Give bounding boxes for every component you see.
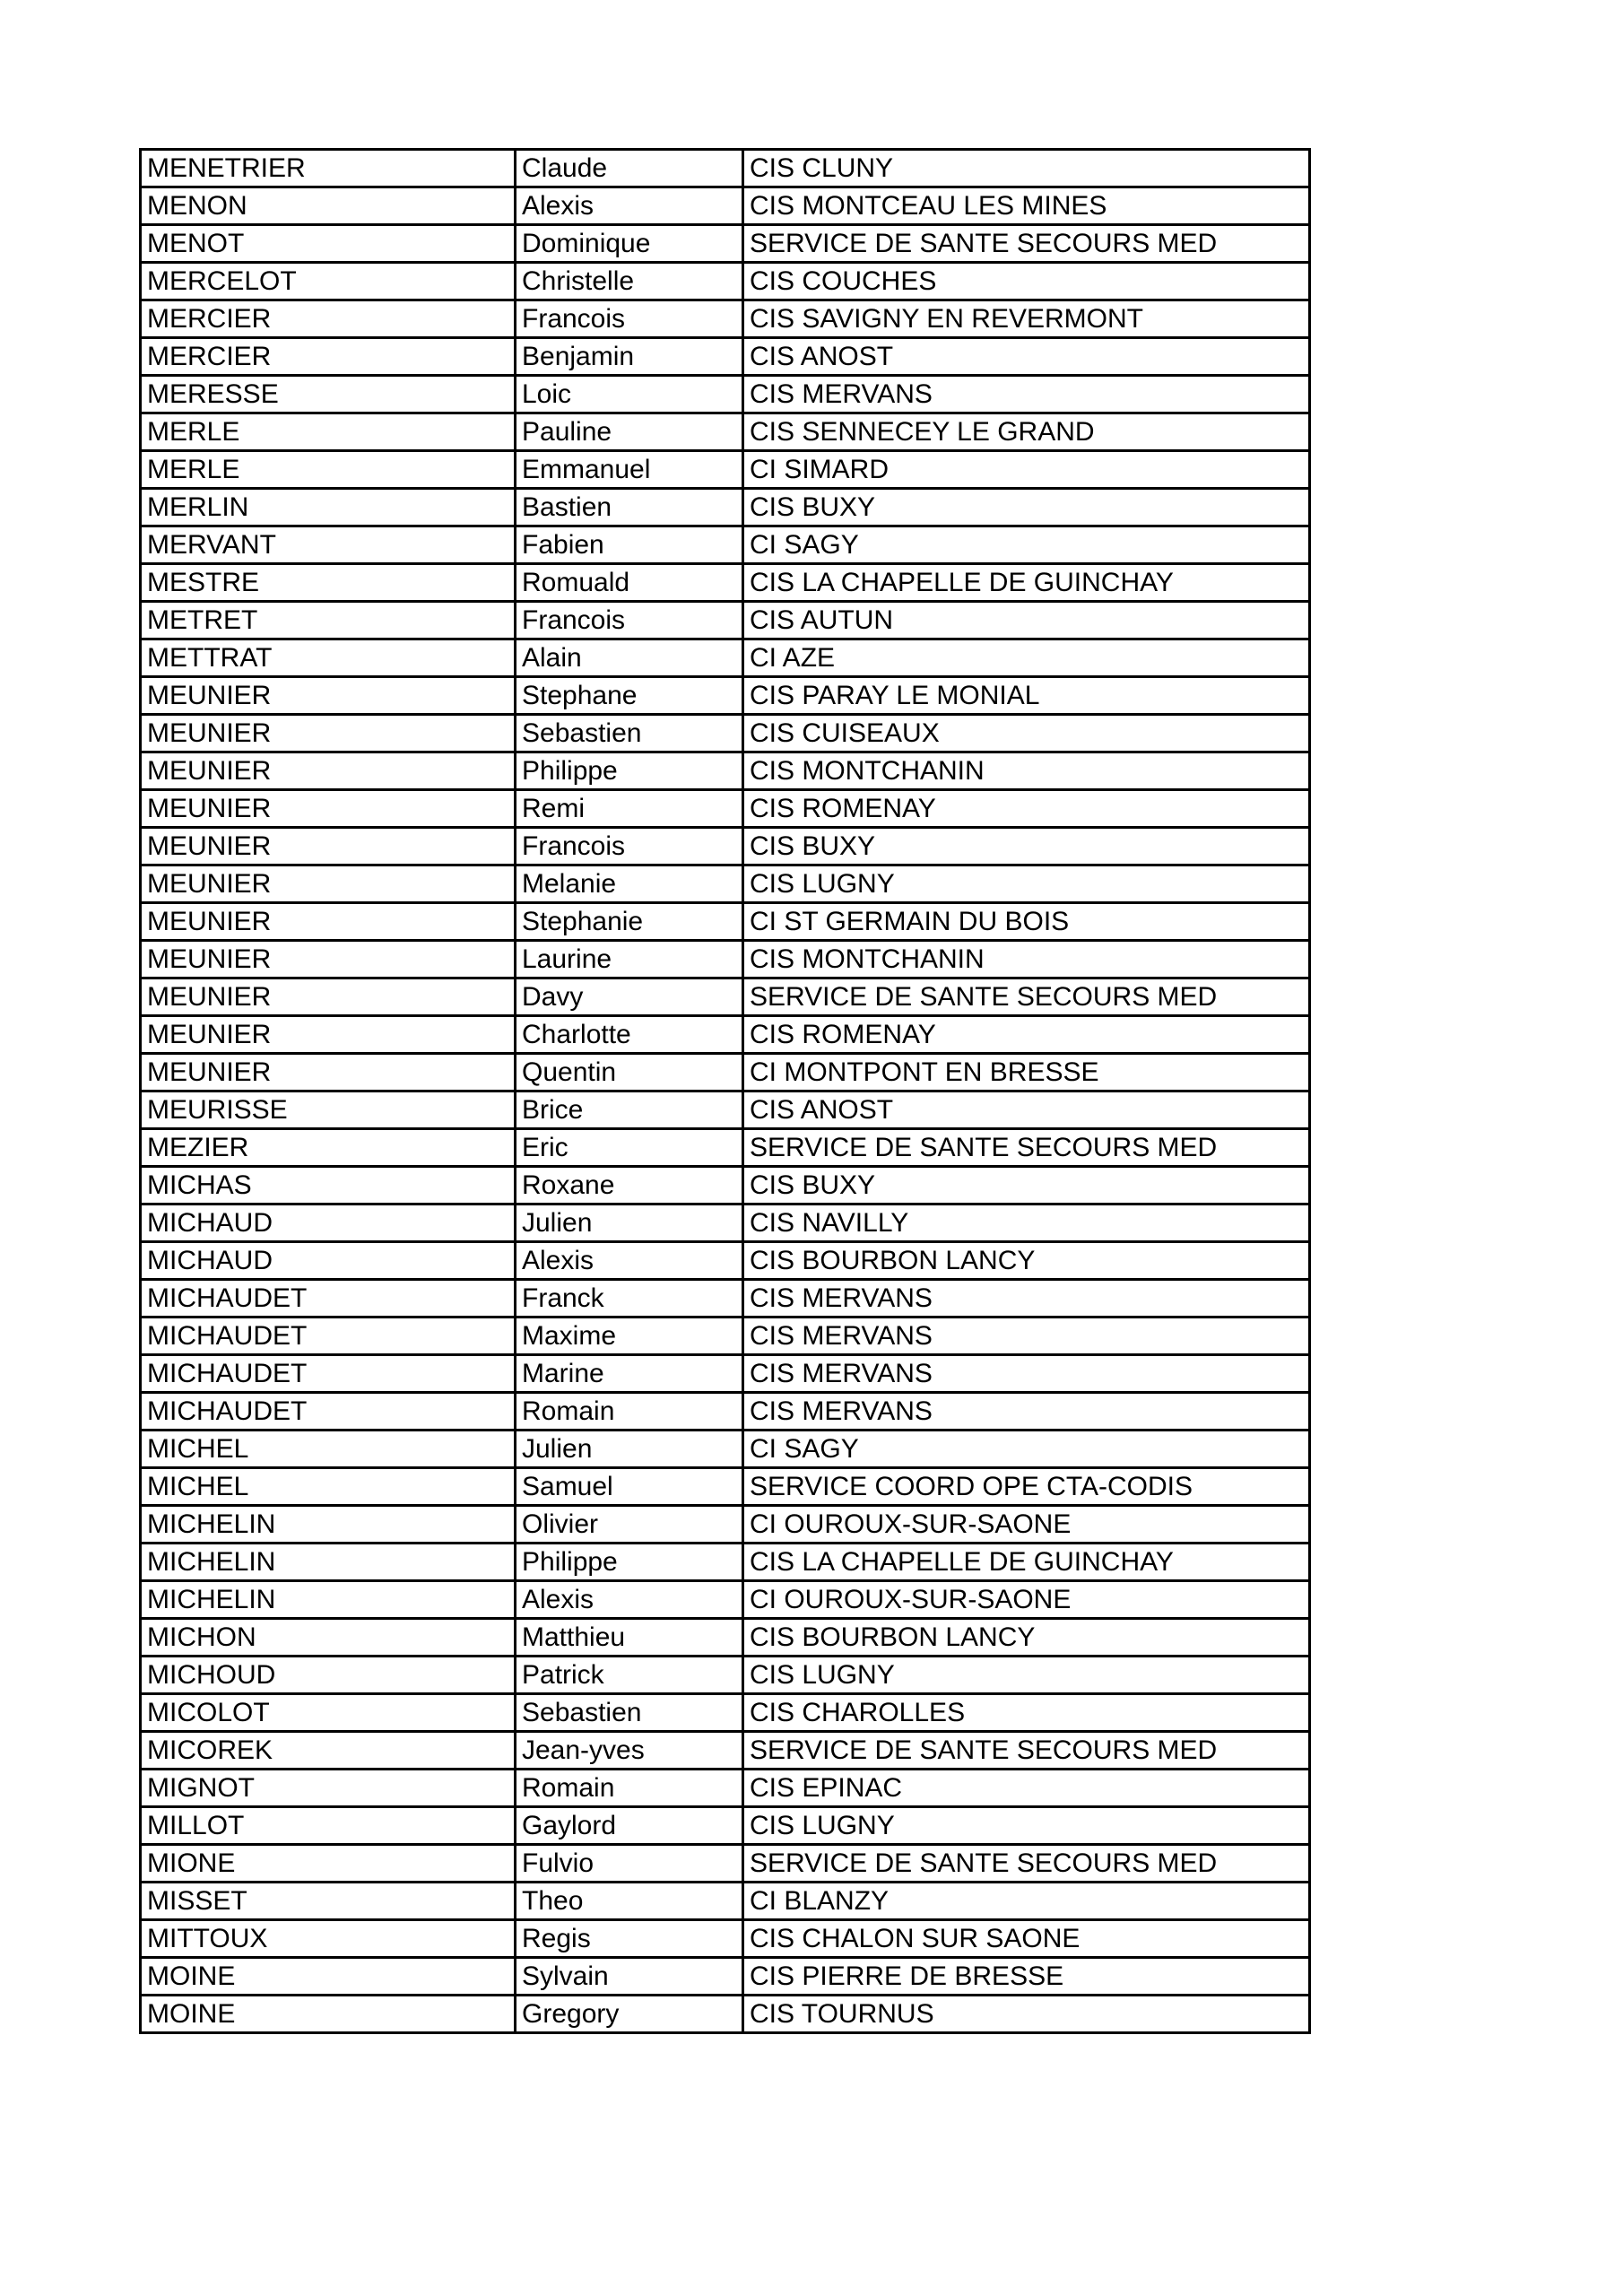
first-name-cell: Pauline [516, 413, 743, 451]
first-name-cell: Claude [516, 150, 743, 187]
first-name-cell: Patrick [516, 1657, 743, 1694]
table-row [141, 941, 1310, 978]
personnel-table [139, 148, 1311, 2034]
unit-cell: CIS MERVANS [743, 1318, 1310, 1355]
table-row [141, 526, 1310, 564]
table-row [141, 639, 1310, 677]
last-name-cell: MIONE [141, 1845, 516, 1883]
table-row [141, 1506, 1310, 1544]
table-row [141, 150, 1310, 187]
unit-cell: CIS CUISEAUX [743, 715, 1310, 752]
table-row [141, 752, 1310, 790]
table-row [141, 790, 1310, 828]
table-row [141, 413, 1310, 451]
first-name-cell: Alexis [516, 1581, 743, 1619]
last-name-cell: MERESSE [141, 376, 516, 413]
last-name-cell: MICHAUD [141, 1242, 516, 1280]
last-name-cell: MERLIN [141, 489, 516, 526]
unit-cell: CIS AUTUN [743, 602, 1310, 639]
unit-cell: CIS BOURBON LANCY [743, 1619, 1310, 1657]
first-name-cell: Gaylord [516, 1807, 743, 1845]
table-row [141, 263, 1310, 300]
unit-cell: CIS COUCHES [743, 263, 1310, 300]
last-name-cell: MOINE [141, 1996, 516, 2033]
unit-cell: CIS BUXY [743, 1167, 1310, 1205]
unit-cell: CIS CHALON SUR SAONE [743, 1920, 1310, 1958]
last-name-cell: MICHELIN [141, 1581, 516, 1619]
first-name-cell: Gregory [516, 1996, 743, 2033]
last-name-cell: MIGNOT [141, 1770, 516, 1807]
last-name-cell: MENON [141, 187, 516, 225]
table-row [141, 1996, 1310, 2033]
first-name-cell: Sylvain [516, 1958, 743, 1996]
unit-cell: CI SAGY [743, 526, 1310, 564]
table-row [141, 1807, 1310, 1845]
first-name-cell: Alexis [516, 1242, 743, 1280]
table-row [141, 1694, 1310, 1732]
unit-cell: CIS MERVANS [743, 1280, 1310, 1318]
table-row [141, 1205, 1310, 1242]
table-row [141, 1280, 1310, 1318]
first-name-cell: Philippe [516, 752, 743, 790]
last-name-cell: MEUNIER [141, 677, 516, 715]
first-name-cell: Christelle [516, 263, 743, 300]
table-row [141, 1958, 1310, 1996]
table-row [141, 1770, 1310, 1807]
last-name-cell: MILLOT [141, 1807, 516, 1845]
unit-cell: CIS MONTCHANIN [743, 752, 1310, 790]
unit-cell: CIS LUGNY [743, 865, 1310, 903]
last-name-cell: MERVANT [141, 526, 516, 564]
last-name-cell: MICOLOT [141, 1694, 516, 1732]
unit-cell: CIS LUGNY [743, 1657, 1310, 1694]
table-row [141, 1242, 1310, 1280]
last-name-cell: MEUNIER [141, 790, 516, 828]
last-name-cell: MICHEL [141, 1431, 516, 1468]
first-name-cell: Alain [516, 639, 743, 677]
unit-cell: CIS MERVANS [743, 376, 1310, 413]
last-name-cell: MEUNIER [141, 941, 516, 978]
table-row [141, 1619, 1310, 1657]
unit-cell: CIS CHAROLLES [743, 1694, 1310, 1732]
unit-cell: CIS ANOST [743, 1091, 1310, 1129]
unit-cell: CIS SENNECEY LE GRAND [743, 413, 1310, 451]
last-name-cell: MEURISSE [141, 1091, 516, 1129]
unit-cell: CIS EPINAC [743, 1770, 1310, 1807]
last-name-cell: MICHOUD [141, 1657, 516, 1694]
table-row [141, 1016, 1310, 1054]
unit-cell: CIS MONTCHANIN [743, 941, 1310, 978]
table-row [141, 338, 1310, 376]
table-row [141, 451, 1310, 489]
first-name-cell: Julien [516, 1205, 743, 1242]
unit-cell: CI MONTPONT EN BRESSE [743, 1054, 1310, 1091]
table-row [141, 602, 1310, 639]
last-name-cell: MEUNIER [141, 752, 516, 790]
last-name-cell: MERCIER [141, 338, 516, 376]
unit-cell: CI SIMARD [743, 451, 1310, 489]
last-name-cell: MERCELOT [141, 263, 516, 300]
unit-cell: CIS LA CHAPELLE DE GUINCHAY [743, 564, 1310, 602]
last-name-cell: MICHELIN [141, 1544, 516, 1581]
unit-cell: SERVICE DE SANTE SECOURS MED [743, 1845, 1310, 1883]
last-name-cell: MICHAUD [141, 1205, 516, 1242]
table-row [141, 1091, 1310, 1129]
table-row [141, 1393, 1310, 1431]
table-row [141, 1657, 1310, 1694]
last-name-cell: MICHAUDET [141, 1318, 516, 1355]
table-row [141, 1581, 1310, 1619]
unit-cell: SERVICE DE SANTE SECOURS MED [743, 1129, 1310, 1167]
last-name-cell: METRET [141, 602, 516, 639]
first-name-cell: Francois [516, 300, 743, 338]
first-name-cell: Fabien [516, 526, 743, 564]
table-row [141, 187, 1310, 225]
unit-cell: CIS MERVANS [743, 1355, 1310, 1393]
table-row [141, 903, 1310, 941]
unit-cell: CIS MONTCEAU LES MINES [743, 187, 1310, 225]
first-name-cell: Sebastien [516, 1694, 743, 1732]
unit-cell: SERVICE DE SANTE SECOURS MED [743, 225, 1310, 263]
table-row [141, 1732, 1310, 1770]
last-name-cell: MEUNIER [141, 715, 516, 752]
table-row [141, 1920, 1310, 1958]
table-row [141, 1431, 1310, 1468]
first-name-cell: Emmanuel [516, 451, 743, 489]
last-name-cell: MICHON [141, 1619, 516, 1657]
table-row [141, 1845, 1310, 1883]
unit-cell: SERVICE DE SANTE SECOURS MED [743, 978, 1310, 1016]
table-row [141, 978, 1310, 1016]
unit-cell: CIS ROMENAY [743, 1016, 1310, 1054]
table-row [141, 1167, 1310, 1205]
unit-cell: CIS ANOST [743, 338, 1310, 376]
first-name-cell: Theo [516, 1883, 743, 1920]
first-name-cell: Romuald [516, 564, 743, 602]
first-name-cell: Francois [516, 828, 743, 865]
table-row [141, 1883, 1310, 1920]
unit-cell: CIS BUXY [743, 489, 1310, 526]
last-name-cell: MICHAS [141, 1167, 516, 1205]
unit-cell: CI ST GERMAIN DU BOIS [743, 903, 1310, 941]
unit-cell: SERVICE COORD OPE CTA-CODIS [743, 1468, 1310, 1506]
table-row [141, 225, 1310, 263]
last-name-cell: MENOT [141, 225, 516, 263]
first-name-cell: Charlotte [516, 1016, 743, 1054]
table-row [141, 828, 1310, 865]
first-name-cell: Alexis [516, 187, 743, 225]
first-name-cell: Matthieu [516, 1619, 743, 1657]
first-name-cell: Franck [516, 1280, 743, 1318]
unit-cell: CIS BUXY [743, 828, 1310, 865]
last-name-cell: MICHAUDET [141, 1393, 516, 1431]
table-row [141, 1054, 1310, 1091]
last-name-cell: MENETRIER [141, 150, 516, 187]
table-row [141, 564, 1310, 602]
last-name-cell: MOINE [141, 1958, 516, 1996]
first-name-cell: Eric [516, 1129, 743, 1167]
unit-cell: CIS PARAY LE MONIAL [743, 677, 1310, 715]
table-row [141, 376, 1310, 413]
unit-cell: CIS MERVANS [743, 1393, 1310, 1431]
unit-cell: CIS ROMENAY [743, 790, 1310, 828]
last-name-cell: MICOREK [141, 1732, 516, 1770]
unit-cell: CI AZE [743, 639, 1310, 677]
first-name-cell: Benjamin [516, 338, 743, 376]
table-row [141, 1318, 1310, 1355]
first-name-cell: Loic [516, 376, 743, 413]
unit-cell: CI OUROUX-SUR-SAONE [743, 1506, 1310, 1544]
last-name-cell: MEUNIER [141, 978, 516, 1016]
first-name-cell: Dominique [516, 225, 743, 263]
table-row [141, 715, 1310, 752]
first-name-cell: Bastien [516, 489, 743, 526]
unit-cell: CI BLANZY [743, 1883, 1310, 1920]
table-row [141, 1355, 1310, 1393]
last-name-cell: MICHAUDET [141, 1355, 516, 1393]
unit-cell: CI OUROUX-SUR-SAONE [743, 1581, 1310, 1619]
table-row [141, 300, 1310, 338]
first-name-cell: Julien [516, 1431, 743, 1468]
last-name-cell: MEUNIER [141, 828, 516, 865]
last-name-cell: MICHELIN [141, 1506, 516, 1544]
table-row [141, 1129, 1310, 1167]
first-name-cell: Sebastien [516, 715, 743, 752]
unit-cell: SERVICE DE SANTE SECOURS MED [743, 1732, 1310, 1770]
last-name-cell: MERCIER [141, 300, 516, 338]
unit-cell: CIS TOURNUS [743, 1996, 1310, 2033]
first-name-cell: Laurine [516, 941, 743, 978]
unit-cell: CIS NAVILLY [743, 1205, 1310, 1242]
unit-cell: CIS LUGNY [743, 1807, 1310, 1845]
last-name-cell: MEUNIER [141, 1016, 516, 1054]
unit-cell: CI SAGY [743, 1431, 1310, 1468]
first-name-cell: Regis [516, 1920, 743, 1958]
last-name-cell: MEUNIER [141, 903, 516, 941]
last-name-cell: MISSET [141, 1883, 516, 1920]
last-name-cell: MITTOUX [141, 1920, 516, 1958]
last-name-cell: MICHAUDET [141, 1280, 516, 1318]
first-name-cell: Francois [516, 602, 743, 639]
first-name-cell: Marine [516, 1355, 743, 1393]
last-name-cell: METTRAT [141, 639, 516, 677]
first-name-cell: Samuel [516, 1468, 743, 1506]
first-name-cell: Brice [516, 1091, 743, 1129]
table-row [141, 865, 1310, 903]
last-name-cell: MERLE [141, 413, 516, 451]
unit-cell: CIS PIERRE DE BRESSE [743, 1958, 1310, 1996]
first-name-cell: Davy [516, 978, 743, 1016]
first-name-cell: Maxime [516, 1318, 743, 1355]
unit-cell: CIS BOURBON LANCY [743, 1242, 1310, 1280]
first-name-cell: Melanie [516, 865, 743, 903]
unit-cell: CIS CLUNY [743, 150, 1310, 187]
first-name-cell: Stephanie [516, 903, 743, 941]
first-name-cell: Olivier [516, 1506, 743, 1544]
unit-cell: CIS SAVIGNY EN REVERMONT [743, 300, 1310, 338]
last-name-cell: MESTRE [141, 564, 516, 602]
last-name-cell: MEUNIER [141, 1054, 516, 1091]
last-name-cell: MERLE [141, 451, 516, 489]
table-row [141, 489, 1310, 526]
last-name-cell: MICHEL [141, 1468, 516, 1506]
table-row [141, 677, 1310, 715]
table-row [141, 1468, 1310, 1506]
last-name-cell: MEZIER [141, 1129, 516, 1167]
unit-cell: CIS LA CHAPELLE DE GUINCHAY [743, 1544, 1310, 1581]
table-body [141, 150, 1310, 2033]
first-name-cell: Stephane [516, 677, 743, 715]
first-name-cell: Quentin [516, 1054, 743, 1091]
last-name-cell: MEUNIER [141, 865, 516, 903]
table-row [141, 1544, 1310, 1581]
first-name-cell: Roxane [516, 1167, 743, 1205]
first-name-cell: Romain [516, 1393, 743, 1431]
first-name-cell: Jean-yves [516, 1732, 743, 1770]
first-name-cell: Fulvio [516, 1845, 743, 1883]
first-name-cell: Romain [516, 1770, 743, 1807]
first-name-cell: Philippe [516, 1544, 743, 1581]
first-name-cell: Remi [516, 790, 743, 828]
